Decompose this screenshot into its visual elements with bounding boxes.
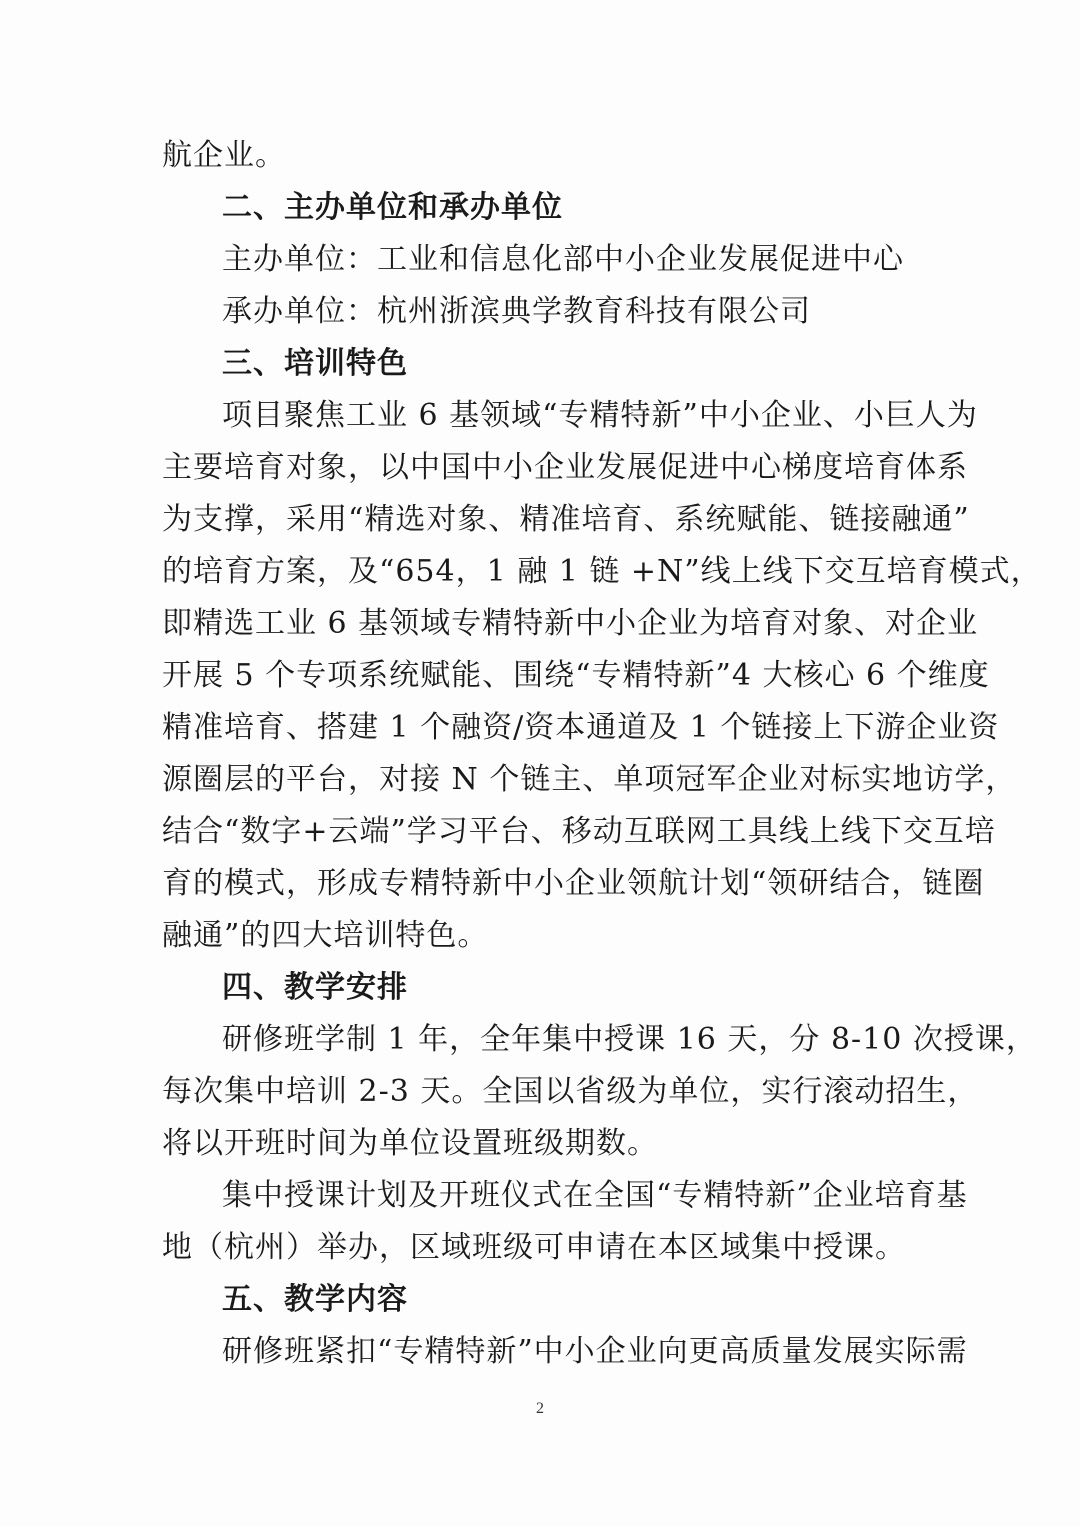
section-heading-3: 三、培训特色 <box>222 346 408 381</box>
paragraph-line: 集中授课计划及开班仪式在全国“专精特新”企业培育基 <box>222 1178 968 1213</box>
paragraph-line: 融通”的四大培训特色。 <box>162 918 489 953</box>
paragraph-line: 地（杭州）举办，区域班级可申请在本区域集中授课。 <box>162 1230 906 1265</box>
paragraph-line: 研修班紧扣“专精特新”中小企业向更高质量发展实际需 <box>222 1334 968 1369</box>
paragraph-line: 的培育方案，及“654，1 融 1 链 +N”线上线下交互培育模式， <box>162 554 1042 589</box>
paragraph-line: 精准培育、搭建 1 个融资/资本通道及 1 个链接上下游企业资 <box>162 710 1000 745</box>
paragraph-line: 开展 5 个专项系统赋能、围绕“专精特新”4 大核心 6 个维度 <box>162 658 990 693</box>
organizer-line: 主办单位：工业和信息化部中小企业发展促进中心 <box>222 242 904 277</box>
paragraph-line: 主要培育对象，以中国中小企业发展促进中心梯度培育体系 <box>162 450 968 485</box>
paragraph-line: 每次集中培训 2-3 天。全国以省级为单位，实行滚动招生， <box>162 1074 979 1109</box>
paragraph-line: 源圈层的平台，对接 N 个链主、单项冠军企业对标实地访学， <box>162 762 1017 797</box>
paragraph-line: 为支撑，采用“精选对象、精准培育、系统赋能、链接融通” <box>162 502 970 537</box>
section-heading-4: 四、教学安排 <box>222 970 408 1005</box>
paragraph-line: 即精选工业 6 基领域专精特新中小企业为培育对象、对企业 <box>162 606 979 641</box>
page-number: 2 <box>536 1400 544 1417</box>
paragraph-line: 育的模式，形成专精特新中小企业领航计划“领研结合，链圈 <box>162 866 985 901</box>
undertaker-line: 承办单位：杭州浙滨典学教育科技有限公司 <box>222 294 811 329</box>
paragraph-line: 项目聚焦工业 6 基领域“专精特新”中小企业、小巨人为 <box>222 398 978 433</box>
document-body <box>162 130 1042 1378</box>
paragraph-line: 航企业。 <box>162 138 286 173</box>
paragraph-line: 结合“数字+云端”学习平台、移动互联网工具线上线下交互培 <box>162 814 996 849</box>
section-heading-5: 五、教学内容 <box>222 1282 408 1317</box>
paragraph-line: 将以开班时间为单位设置班级期数。 <box>162 1126 658 1161</box>
section-heading-2: 二、主办单位和承办单位 <box>222 190 563 225</box>
paragraph-line: 研修班学制 1 年，全年集中授课 16 天，分 8-10 次授课， <box>222 1022 1037 1057</box>
